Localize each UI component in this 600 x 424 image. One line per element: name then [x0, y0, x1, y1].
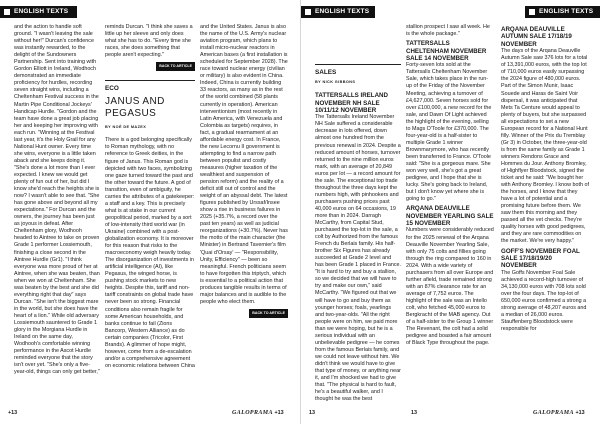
page-number-right: +13 [274, 410, 284, 416]
article-text: Forty-seven lots sold at the Tattersalls Cheltenham November Sale, which takes place in the run-up of the Friday of the November Meeting, achieving a turnover of £4,627,000. Seven horses sold for over £100,000, a new record for the sale, and Dawn Of Light achieved the highlight of the evening, selling to Mags O'Toole for £370,000. The four-year-old is a half-sister to multiple Grade 1 winner Brownmarymore, who has recently been transferred to France. O'Toole said: "She is a gorgeous mare. She won very well, she's got a great pedigree, and I hope that she is lucky. She's going back to Ireland, but I don't know yet where she is going to go." [406, 62, 492, 203]
article-text: reminds Durcan. "I think she saves a little up her sleeve and only does what she has to do. "Every time she races, she does something that people aren't expecting." [105, 24, 193, 59]
section-header-label: ENGLISH TEXTS [539, 8, 594, 15]
sales-section-label: SALES [315, 64, 401, 76]
galoprama-logo: GALOPRAMA [232, 410, 273, 416]
article-text: The Tattersalls Ireland November NH Sale suffered a considerable decrease in lots offered, down almost one hundred from the previous renewal in 2024. Despite a reduced amount of horses, turnover returned to the nine million euros mark, with an average of 20,849 euros per lot — a record amount for the sale. The exceptional top trade throughout the three days kept the numbers high, with pinhookers and purchasers pushing prices past 40,000 euros on 64 occasions, 19 more than in 2024. Darragh McCarthy, from Capital Stud, purchased the top-lot in the sale, a colt by Authorized from the famous French du Berlais family. His half-brother Six Figures has already succeeded at Grade 2 level and has been Grade 1 placed in France. "It is hard to try and buy a stallion, so we decided that we will have to try and make our own," said McCarthy. "We figured out that we will have to go and buy them as younger horses; foals, yearlings and two-year-olds. "All the right people were on him, we paid more than we were hoping, but he is a serious individual with an unbelievable pedigree — he comes from the famous Berlais family, and we could not leave without him. We didn't think we would have to give that type of money, or anything near it, and I'm shocked we had to give that. "The physical is hard to fault, he's a beautiful walker, and I thought he was the best [315, 114, 401, 403]
sale-title: ARQANA DEAUVILLE AUTUMN SALE 17/18/19 NOVEMBER [501, 26, 572, 48]
left-column-3 [200, 24, 288, 406]
section-header-far-right [525, 6, 600, 18]
back-to-article-button[interactable]: BACK TO ARTICLE [156, 62, 195, 71]
article-text: and the United States. Janus is also the name of the U.S. Army's nuclear aviation program, which plans to install micro-nuclear reactors in American bases (a first installation is scheduled for September 2028). The race toward nuclear energy (civilian or military) is also evident in China. Indeed, China is currently building 33 reactors, as many as in the rest of the world combined (58 plants currently in operation). American interventionism (most recently in Latin America, with Venezuela and Colombia as targets) requires, in fact, a gradual rearmament at an affordable energy cost. In France, the new Lecornu II government is attempting to find a narrow path between populist and costly measures (higher taxation of the wealthiest and suspension of pension reform) and the reality of a deficit still out of control and the weight of an abyssal debt. The latest figures published by Urssaf/Insee show a rise in business failures in 2025 (+35.7%, a record over the past ten years) as well as judicial reorganizations (+30.7%). Never has the motto of the main character (the Minister) in Bertrand Tavernier's film 'Quai d'Orsay' — "Responsibility, Unity, Efficiency" — been so meaningful. French politicians seem to have forgotten this triptych, which is essential to a political action that produces tangible results in terms of major balances and is audible to the people who elect them. [200, 24, 288, 305]
page-number-left: +13 [8, 410, 18, 416]
article-text: and the action to handle soft ground. "I wasn't leaving the sale without her!" Durcan's confidence was instantly rewarded, to the delight of the Sundowners Partnership. Sent into training with Gordon Elliott in Ireland, Wodhoch demonstrated an immediate proficiency for hurdles, recording seven straight wins, including a Cheltenham Festival success in the Martin Pipe Conditional Jockeys' Handicap Hurdle. "Gordon and the team have done a great job placing her and keeping her improving with each run. "Winning at the Festival last year, it's the Holy Grail for any National Hunt owner. Every time she wins, everyone is a little taken aback and she keeps doing it. "She's done a lot more than I ever expected. I knew we would get plenty of fun out of her, but did I know she'd reach the heights she is now? I wasn't able to see that. "She has gone above and beyond all my expectations." For Durcan and the owners, the journey has been just as joyous in defeat. After Cheltenham glory, Wodhooh headed to Aintree to take on proven Grade 1 performer Lossiemouth, finishing a close second in the Aintree Hurdle (Gr1). "I think everyone was more proud of her at Aintree, when she was beaten, than when we won at Cheltenham. She was beaten by the best and she did everything right that day" says Durcan. "She isn't the biggest mare in the world, but she does have the heart of a lion." While old adversary Lossiemouth sauntered to Grade 1 glory in the Morgiana Hurdle in Ireland on the same day, Wodhooh's comfortable winning performance in the Ascot Hurdle reminded everyone that the story isn't over yet. "She's only a five-year-old, things can only get better," [14, 24, 100, 376]
section-header-label: ENGLISH TEXTS [315, 8, 370, 15]
left-column-1 [14, 24, 100, 406]
right-column-3 [501, 24, 589, 406]
article-text: stallion prospect I saw all week. He is the whole package." [406, 24, 490, 38]
article-text: The Goffs November Foal Sale achieved a record-high turnover of 34,130,000 euros with 708 lots sold over the four days. The top-lot of 650,000 euros confirmed a strong a strong average of 48,207 euros and a median of 26,000 euros. Stauffenberg Bloodstock were responsible for [501, 269, 587, 333]
eco-section-label: ECO [105, 80, 195, 92]
right-column-1 [315, 24, 401, 406]
left-column-2 [105, 24, 195, 406]
article-text: There is a god belonging specifically to Roman mythology, with no reference to Greek deities, in the figure of Janus. This Roman god is depicted with two faces, symbolizing one gaze turned toward the past and the other toward the future. A god of transition, even of ambiguity, he carries the attributes of a gatekeeper: a staff and a key. This is precisely what is at stake in our current geopolitical period, marked by a sort of low-intensity third world war (in Ukraine) combined with a post-globalization economy. It is moreover for this reason that risks to the macroeconomy weigh heavily today. The disorganization of investments in artificial intelligence (AI), like Pegasus, the winged horse, is pushing stock markets to new heights. Despite this, tariff and non-tariff constraints on global trade have never been so strong. Financial conditions also remain fragile for some American households, and banks continue to fail (Zions Bancorp, Western Alliance) as do certain companies (Tricolor, First Brands). A glimmer of hope might, however, come from a de-escalation and/or a comprehensive agreement on economic relations between China [105, 137, 195, 369]
section-header-label: ENGLISH TEXTS [14, 8, 69, 15]
page-number-left: 13 [309, 410, 315, 416]
byline: BY NOÉ DE MAZEX [105, 125, 147, 130]
section-header-left [0, 6, 77, 18]
sale-title: ARQANA DEAUVILLE NOVEMBER YEARLING SALE 15 NOVEMBER [406, 205, 494, 228]
page-number-center: 13 [411, 410, 417, 416]
sale-title: TATTERSALLS CHELTENHAM NOVEMBER SALE 14 NOVEMBER [406, 40, 487, 62]
sale-title: TATTERSALLS IRELAND NOVEMBER NH SALE 10/11/12 NOVEMBER [315, 92, 388, 114]
section-header-right [301, 6, 375, 18]
article-text: Numbers were considerably reduced for the 2025 renewal of the Arqana Deauville November Yearling Sale, with only 75 colts and fillies going through the ring compared to 160 in 2024. With a wide variety of purchasers from all over Europe and further afield, trade remained strong with an 87% clearance rate for an average of 7,752 euros. The highlight of the sale was an Intello colt, who fetched 45,000 euros to Bergkracht of the MAB agency. Out of a half-sister to the Group 1 winner The Revenant, the colt had a solid pedigree and boasted a fair amount of Black Type throughout the page. [406, 227, 494, 347]
article-text: The days of the Arqana Deauville Autumn Sale saw 376 lots for a total of 13,391,000 euros, with the top lot of 710,000 euros easily surpassing the 2024 figure of 480,000 euros. Part of the Simon Munir, Isaac Souede and Haras de Saint Voir dispersal, it was anticipated that Mets Ta Centure would appeal to plenty of buyers, but she surpassed all expectations to set a new European record for a National Hunt filly. Winner of the Prix du Tremblay (Gr 3) in October, the three-year-old is from the same family as Grade 1 winners Rendons Grace and Hommes du Jour. Anthony Bromley, of Highflyer Bloodstock, signed the ticket and he said: "We bought her with Anthony Bromley. I know both of the horses, and I know that they have a lot of potential and a promising future before them. We saw them this morning and they passed all the vet checks. They're quality horses with good pedigrees, and they are rare commodities on the market. We're very happy." [501, 48, 589, 245]
header-square-icon [4, 9, 10, 15]
byline: BY NICK GIBBONS [315, 80, 356, 85]
article-title: JANUS AND PEGASUS [105, 96, 165, 120]
back-to-article-button[interactable]: BACK TO ARTICLE [249, 309, 288, 318]
header-square-icon [529, 9, 535, 15]
footer-brand [232, 409, 284, 417]
header-square-icon [305, 9, 311, 15]
galoprama-logo: GALOPRAMA [533, 410, 574, 416]
page-number-right: +13 [575, 410, 585, 416]
right-page [300, 0, 600, 424]
sale-title: GOFF'S NOVEMBER FOAL SALE 17/18/19/20 NOVEMBER [501, 247, 580, 270]
right-column-2 [406, 24, 494, 406]
footer-brand [533, 409, 585, 417]
